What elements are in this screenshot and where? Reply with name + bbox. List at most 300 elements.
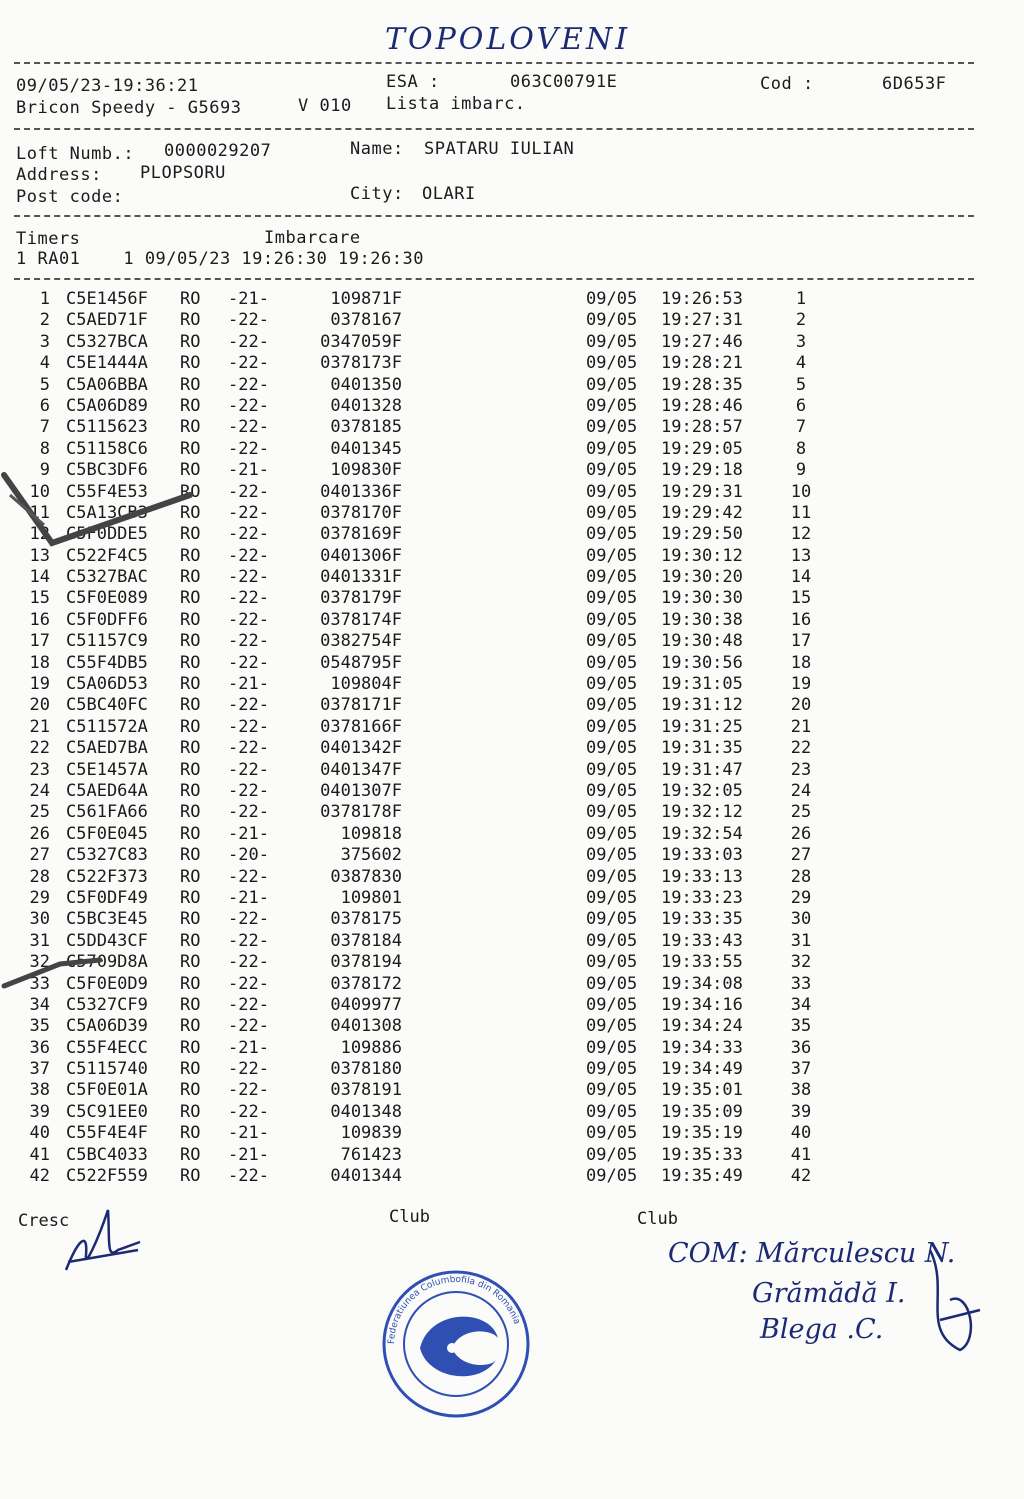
table-row (16, 610, 836, 631)
cell-pos: 30 (790, 909, 812, 930)
name-label: Name: (350, 139, 404, 159)
cell-yr: -22- (228, 802, 269, 823)
cell-tm: 19:33:35 (661, 909, 743, 930)
address-label: Address: (16, 165, 102, 185)
cell-yr: -22- (228, 909, 269, 930)
cell-idx: 26 (29, 823, 50, 844)
table-row (16, 310, 836, 331)
cell-ring: C5709D8A (66, 952, 148, 973)
committee-line: Grămădă I. (752, 1278, 906, 1309)
cell-idx: 27 (29, 845, 50, 866)
breeder-signature (58, 1200, 148, 1280)
cell-cc: RO (180, 994, 201, 1015)
cell-yr: -22- (228, 310, 269, 331)
table-row (16, 995, 836, 1016)
cell-yr: -22- (228, 695, 269, 716)
cell-cc: RO (180, 866, 201, 887)
cell-yr: -22- (228, 716, 269, 737)
divider (14, 62, 974, 64)
cell-cc: RO (180, 759, 201, 780)
cell-ring: C522F559 (66, 1166, 148, 1187)
name-value: SPATARU IULIAN (424, 139, 575, 159)
table-row (16, 717, 836, 738)
cell-cc: RO (180, 310, 201, 331)
cell-pos: 14 (790, 567, 812, 588)
cell-yr: -22- (228, 952, 269, 973)
cell-tm: 19:35:19 (661, 1123, 743, 1144)
cell-ring: C561FA66 (66, 802, 148, 823)
cell-ring: C5A06D89 (66, 395, 148, 416)
cell-ring: C5F0E0D9 (66, 973, 148, 994)
cell-idx: 23 (29, 759, 50, 780)
cell-ring: C5E1457A (66, 759, 148, 780)
cell-cc: RO (180, 524, 201, 545)
cell-cc: RO (180, 417, 201, 438)
cell-pos: 5 (795, 374, 807, 395)
cell-pos: 28 (790, 866, 812, 887)
cell-yr: -22- (228, 331, 269, 352)
cell-pos: 27 (790, 845, 812, 866)
cell-tm: 19:29:42 (661, 502, 743, 523)
list-name: Lista imbarc. (386, 94, 526, 114)
cell-cc: RO (180, 1101, 201, 1122)
cell-ring: C5BC40FC (66, 695, 148, 716)
cell-idx: 15 (29, 588, 50, 609)
cell-pos: 1 (795, 289, 807, 309)
cell-ring: C511572A (66, 716, 148, 737)
pen-strike-mark (0, 465, 201, 588)
cell-pos: 11 (790, 502, 812, 523)
device-version: V 010 (298, 96, 352, 116)
cell-ser: 109818 (340, 823, 402, 844)
cell-dt: 09/05 (586, 1144, 638, 1165)
cell-cc: RO (180, 1166, 201, 1187)
cell-ser: 0401347F (320, 759, 402, 780)
cell-yr: -22- (228, 1166, 269, 1187)
cell-ser: 0401345 (330, 438, 402, 459)
cell-ser: 0401331F (320, 567, 402, 588)
cell-tm: 19:35:01 (661, 1080, 743, 1101)
cell-ser: 0378167 (330, 310, 402, 331)
cell-tm: 19:32:54 (661, 823, 743, 844)
cell-cc: RO (180, 716, 201, 737)
table-row (16, 674, 836, 695)
cell-cc: RO (180, 438, 201, 459)
cell-pos: 41 (790, 1144, 812, 1165)
cell-dt: 09/05 (586, 1016, 638, 1037)
cell-dt: 09/05 (586, 802, 638, 823)
cell-idx: 13 (29, 545, 50, 566)
cell-yr: -22- (228, 1101, 269, 1122)
table-row (16, 781, 836, 802)
cell-pos: 21 (790, 716, 812, 737)
cell-dt: 09/05 (586, 1080, 638, 1101)
cell-tm: 19:27:31 (661, 310, 743, 331)
cell-ring: C5AED7BA (66, 738, 148, 759)
cell-pos: 22 (790, 738, 812, 759)
cell-ring: C5DD43CF (66, 930, 148, 951)
cell-yr: -22- (228, 417, 269, 438)
cell-yr: -20- (228, 845, 269, 866)
cell-pos: 13 (790, 545, 812, 566)
cell-dt: 09/05 (586, 545, 638, 566)
cell-idx: 2 (39, 310, 50, 331)
cell-cc: RO (180, 802, 201, 823)
cell-ser: 0401350 (330, 374, 402, 395)
cell-ring: C5E1444A (66, 353, 148, 374)
cell-yr: -22- (228, 994, 269, 1015)
cell-idx: 34 (29, 994, 50, 1015)
cell-pos: 23 (790, 759, 812, 780)
cell-ring: C5327BCA (66, 331, 148, 352)
cell-dt: 09/05 (586, 887, 638, 908)
cell-dt: 09/05 (586, 695, 638, 716)
cell-pos: 37 (790, 1059, 812, 1080)
cell-cc: RO (180, 1080, 201, 1101)
committee-line: COM: Mărculescu N. (668, 1238, 956, 1269)
cell-yr: -21- (228, 289, 269, 309)
cell-yr: -21- (228, 823, 269, 844)
cell-cc: RO (180, 481, 201, 502)
cell-tm: 19:30:12 (661, 545, 743, 566)
cell-ring: C5BC4033 (66, 1144, 148, 1165)
table-row (16, 653, 836, 674)
cell-idx: 6 (39, 395, 50, 416)
table-row (16, 824, 836, 845)
cell-dt: 09/05 (586, 417, 638, 438)
cell-ser: 0401336F (320, 481, 402, 502)
cell-dt: 09/05 (586, 652, 638, 673)
postcode-label: Post code: (16, 187, 124, 207)
cell-idx: 36 (29, 1037, 50, 1058)
cell-dt: 09/05 (586, 438, 638, 459)
cell-pos: 31 (790, 930, 812, 951)
cell-dt: 09/05 (586, 930, 638, 951)
cell-idx: 38 (29, 1080, 50, 1101)
cell-ser: 375602 (340, 845, 402, 866)
table-row (16, 760, 836, 781)
cell-ser: 0401342F (320, 738, 402, 759)
cell-yr: -22- (228, 780, 269, 801)
timer-line: 1 RA01 1 09/05/23 19:26:30 19:26:30 (16, 249, 424, 269)
cell-pos: 20 (790, 695, 812, 716)
cell-cc: RO (180, 353, 201, 374)
cell-dt: 09/05 (586, 460, 638, 481)
cell-tm: 19:31:12 (661, 695, 743, 716)
cell-dt: 09/05 (586, 353, 638, 374)
cell-yr: -22- (228, 759, 269, 780)
committee-line: Blega .C. (760, 1314, 884, 1345)
cell-yr: -22- (228, 353, 269, 374)
cell-idx: 14 (29, 567, 50, 588)
cell-ring: C5A06D39 (66, 1016, 148, 1037)
cell-ser: 0378185 (330, 417, 402, 438)
cell-tm: 19:30:48 (661, 631, 743, 652)
club-label: Club (637, 1209, 678, 1229)
cell-cc: RO (180, 952, 201, 973)
cell-pos: 10 (790, 481, 812, 502)
cell-cc: RO (180, 738, 201, 759)
table-row (16, 417, 836, 438)
cell-yr: -22- (228, 609, 269, 630)
cell-cc: RO (180, 545, 201, 566)
cell-ring: C5F0E045 (66, 823, 148, 844)
cell-tm: 19:31:05 (661, 674, 743, 695)
cell-yr: -22- (228, 545, 269, 566)
cell-cc: RO (180, 887, 201, 908)
table-row (16, 931, 836, 952)
cell-dt: 09/05 (586, 331, 638, 352)
table-row (16, 845, 836, 866)
cell-dt: 09/05 (586, 1059, 638, 1080)
cell-idx: 25 (29, 802, 50, 823)
cell-ser: 109801 (340, 887, 402, 908)
cell-cc: RO (180, 1016, 201, 1037)
cell-ring: C5F0DFF6 (66, 609, 148, 630)
table-row (16, 802, 836, 823)
cell-cc: RO (180, 1123, 201, 1144)
cell-ser: 0401307F (320, 780, 402, 801)
cell-tm: 19:30:56 (661, 652, 743, 673)
cod-value: 6D653F (882, 74, 947, 94)
cell-tm: 19:34:08 (661, 973, 743, 994)
cell-ring: C55F4DB5 (66, 652, 148, 673)
table-row (16, 867, 836, 888)
cell-pos: 6 (795, 395, 807, 416)
table-row (16, 695, 836, 716)
cell-ring: C5C91EE0 (66, 1101, 148, 1122)
cell-tm: 19:32:05 (661, 780, 743, 801)
cell-ser: 0548795F (320, 652, 402, 673)
address-value: PLOPSORU (140, 163, 226, 183)
cell-pos: 40 (790, 1123, 812, 1144)
cell-cc: RO (180, 1144, 201, 1165)
cell-yr: -22- (228, 481, 269, 502)
cell-dt: 09/05 (586, 609, 638, 630)
committee-signature (910, 1230, 1000, 1380)
cell-dt: 09/05 (586, 973, 638, 994)
cell-pos: 2 (795, 310, 807, 331)
cell-cc: RO (180, 395, 201, 416)
table-row (16, 1080, 836, 1101)
cell-yr: -22- (228, 588, 269, 609)
table-row (16, 588, 836, 609)
cell-tm: 19:29:31 (661, 481, 743, 502)
cell-pos: 32 (790, 952, 812, 973)
cell-ser: 0401308 (330, 1016, 402, 1037)
cell-ser: 0378169F (320, 524, 402, 545)
cell-tm: 19:31:47 (661, 759, 743, 780)
cell-ring: C5AED71F (66, 310, 148, 331)
loft-label: Loft Numb.: (16, 144, 135, 164)
cell-pos: 12 (790, 524, 812, 545)
cell-ser: 761423 (340, 1144, 402, 1165)
cell-ring: C5327CF9 (66, 994, 148, 1015)
device-name: Bricon Speedy - G5693 (16, 98, 242, 118)
cell-yr: -21- (228, 1144, 269, 1165)
table-row (16, 952, 836, 973)
table-row (16, 1123, 836, 1144)
pigeon-list (16, 289, 836, 1187)
cell-tm: 19:33:43 (661, 930, 743, 951)
cell-cc: RO (180, 823, 201, 844)
table-row (16, 396, 836, 417)
cell-cc: RO (180, 973, 201, 994)
cell-cc: RO (180, 502, 201, 523)
cell-yr: -21- (228, 460, 269, 481)
cell-dt: 09/05 (586, 631, 638, 652)
cell-idx: 35 (29, 1016, 50, 1037)
cell-yr: -21- (228, 674, 269, 695)
cell-pos: 15 (790, 588, 812, 609)
cell-dt: 09/05 (586, 909, 638, 930)
cell-cc: RO (180, 930, 201, 951)
cell-yr: -21- (228, 1123, 269, 1144)
cell-ser: 0401348 (330, 1101, 402, 1122)
cell-idx: 32 (29, 952, 50, 973)
cell-ser: 0401344 (330, 1166, 402, 1187)
cell-dt: 09/05 (586, 588, 638, 609)
cell-yr: -22- (228, 395, 269, 416)
cell-ser: 0378178F (320, 802, 402, 823)
cell-dt: 09/05 (586, 1123, 638, 1144)
cell-pos: 33 (790, 973, 812, 994)
cell-tm: 19:33:23 (661, 887, 743, 908)
cell-tm: 19:33:03 (661, 845, 743, 866)
cell-dt: 09/05 (586, 952, 638, 973)
cell-idx: 16 (29, 609, 50, 630)
cell-cc: RO (180, 609, 201, 630)
cell-idx: 40 (29, 1123, 50, 1144)
cell-dt: 09/05 (586, 395, 638, 416)
cell-yr: -22- (228, 1080, 269, 1101)
cell-tm: 19:35:09 (661, 1101, 743, 1122)
loft-value: 0000029207 (164, 141, 272, 161)
cell-yr: -22- (228, 567, 269, 588)
cell-yr: -22- (228, 866, 269, 887)
cell-pos: 34 (790, 994, 812, 1015)
cell-tm: 19:30:20 (661, 567, 743, 588)
cell-yr: -22- (228, 374, 269, 395)
cell-pos: 42 (790, 1166, 812, 1187)
pen-strike-mark (0, 950, 120, 990)
cell-tm: 19:31:35 (661, 738, 743, 759)
cell-ring: C522F373 (66, 866, 148, 887)
cell-dt: 09/05 (586, 759, 638, 780)
cell-dt: 09/05 (586, 1037, 638, 1058)
cell-tm: 19:29:05 (661, 438, 743, 459)
cell-idx: 1 (39, 289, 50, 309)
cell-pos: 18 (790, 652, 812, 673)
cell-pos: 39 (790, 1101, 812, 1122)
cell-cc: RO (180, 631, 201, 652)
cell-ser: 0378191 (330, 1080, 402, 1101)
cell-ser: 0378172 (330, 973, 402, 994)
cell-ser: 0409977 (330, 994, 402, 1015)
cell-pos: 25 (790, 802, 812, 823)
cell-tm: 19:28:21 (661, 353, 743, 374)
cell-idx: 8 (39, 438, 50, 459)
cell-yr: -22- (228, 1059, 269, 1080)
table-row (16, 1038, 836, 1059)
cell-dt: 09/05 (586, 310, 638, 331)
cell-ser: 0401306F (320, 545, 402, 566)
cell-ser: 0378180 (330, 1059, 402, 1080)
cell-idx: 42 (29, 1166, 50, 1187)
cell-dt: 09/05 (586, 994, 638, 1015)
cell-ser: 0378171F (320, 695, 402, 716)
cell-tm: 19:34:24 (661, 1016, 743, 1037)
cell-ser: 0378170F (320, 502, 402, 523)
cell-ring: C5115623 (66, 417, 148, 438)
cod-label: Cod : (760, 74, 814, 94)
cell-ser: 109839 (340, 1123, 402, 1144)
cell-ring: C5A13CB3 (66, 502, 148, 523)
cell-idx: 39 (29, 1101, 50, 1122)
cell-pos: 29 (790, 887, 812, 908)
cell-idx: 9 (39, 460, 50, 481)
table-row (16, 375, 836, 396)
cell-pos: 7 (795, 417, 807, 438)
cell-ser: 0378194 (330, 952, 402, 973)
cell-ring: C5F0E01A (66, 1080, 148, 1101)
table-row (16, 289, 836, 310)
cell-ring: C5F0DF49 (66, 887, 148, 908)
cell-tm: 19:34:16 (661, 994, 743, 1015)
cell-dt: 09/05 (586, 567, 638, 588)
cell-yr: -21- (228, 887, 269, 908)
cell-ring: C5BC3DF6 (66, 460, 148, 481)
cell-idx: 22 (29, 738, 50, 759)
cell-dt: 09/05 (586, 866, 638, 887)
cell-tm: 19:26:53 (661, 289, 743, 309)
cell-dt: 09/05 (586, 674, 638, 695)
divider (14, 215, 974, 217)
table-row (16, 1145, 836, 1166)
cell-ring: C55F4E4F (66, 1123, 148, 1144)
cell-dt: 09/05 (586, 502, 638, 523)
cell-tm: 19:31:25 (661, 716, 743, 737)
cell-tm: 19:35:33 (661, 1144, 743, 1165)
cell-idx: 10 (29, 481, 50, 502)
cell-yr: -22- (228, 1016, 269, 1037)
cell-idx: 21 (29, 716, 50, 737)
cell-ser: 109871F (330, 289, 402, 309)
cell-idx: 37 (29, 1059, 50, 1080)
cell-idx: 4 (39, 353, 50, 374)
cell-pos: 17 (790, 631, 812, 652)
cell-dt: 09/05 (586, 524, 638, 545)
cell-idx: 33 (29, 973, 50, 994)
timers-label: Timers (16, 229, 81, 249)
imbarcare-label: Imbarcare (264, 228, 361, 248)
cell-dt: 09/05 (586, 1166, 638, 1187)
divider (14, 278, 974, 280)
table-row (16, 439, 836, 460)
table-row (16, 1102, 836, 1123)
cell-ring: C5F0DDE5 (66, 524, 148, 545)
cell-yr: -22- (228, 524, 269, 545)
cell-cc: RO (180, 289, 201, 309)
cell-tm: 19:27:46 (661, 331, 743, 352)
cell-cc: RO (180, 374, 201, 395)
cell-pos: 8 (795, 438, 807, 459)
cell-ser: 0378184 (330, 930, 402, 951)
cell-pos: 19 (790, 674, 812, 695)
cell-tm: 19:32:12 (661, 802, 743, 823)
cell-pos: 24 (790, 780, 812, 801)
club-label: Club (389, 1207, 430, 1227)
